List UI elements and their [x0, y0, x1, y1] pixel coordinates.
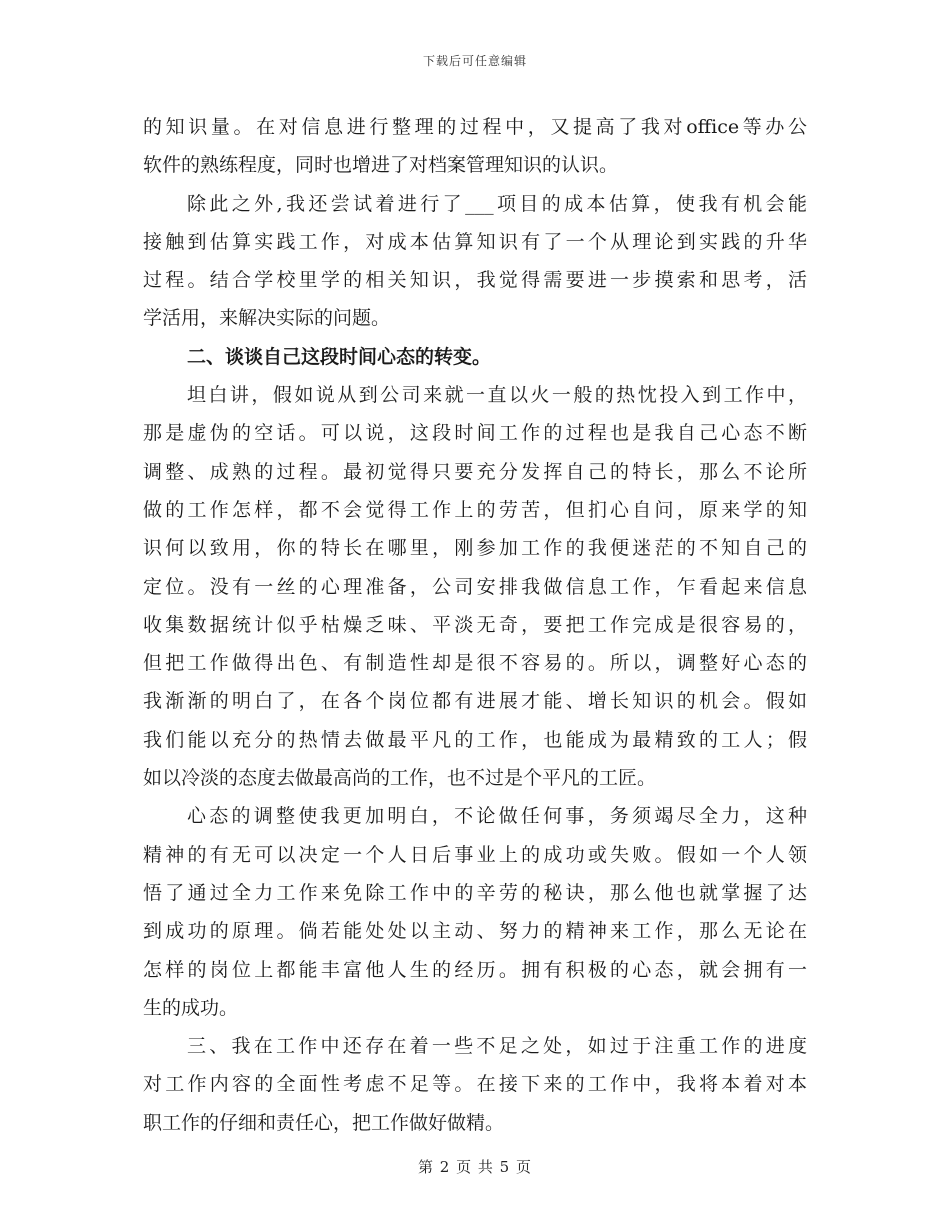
body-line: 到成功的原理。倘若能处处以主动、努力的精神来工作，那么无论在 — [143, 920, 807, 943]
body-line: 我渐渐的明白了，在各个岗位都有进展才能、增长知识的机会。假如 — [143, 690, 807, 713]
body-line: 三、我在工作中还存在着一些不足之处，如过于注重工作的进度 — [187, 1035, 807, 1058]
body-line: 但把工作做得出色、有制造性却是很不容易的。所以，调整好心态的 — [143, 652, 807, 675]
body-line: 精神的有无可以决定一个人日后事业上的成功或失败。假如一个人领 — [143, 843, 807, 866]
body-line: 坦白讲，假如说从到公司来就一直以火一般的热忱投入到工作中， — [187, 384, 807, 407]
body-line: 职工作的仔细和责任心，把工作做好做精。 — [143, 1111, 505, 1134]
body-line: 学活用，来解决实际的问题。 — [143, 307, 391, 330]
body-line: 除此之外,我还尝试着进行了___项目的成本估算，使我有机会能 — [187, 192, 807, 215]
body-line: 我们能以充分的热情去做最平凡的工作，也能成为最精致的工人；假 — [143, 728, 807, 751]
document-body — [143, 108, 807, 1142]
body-line: 的知识量。在对信息进行整理的过程中，又提高了我对office等办公 — [143, 116, 807, 138]
body-line: 怎样的岗位上都能丰富他人生的经历。拥有积极的心态，就会拥有一 — [143, 958, 807, 981]
body-line: 识何以致用，你的特长在哪里，刚参加工作的我便迷茫的不知自己的 — [143, 537, 807, 560]
page-header-note: 下载后可任意编辑 — [422, 54, 527, 68]
body-line: 过程。结合学校里学的相关知识，我觉得需要进一步摸索和思考，活 — [143, 269, 807, 292]
section-heading: 二、谈谈自己这段时间心态的转变。 — [187, 345, 492, 368]
body-line: 如以冷淡的态度去做最高尚的工作，也不过是个平凡的工匠。 — [143, 767, 657, 790]
body-line: 那是虚伪的空话。可以说，这段时间工作的过程也是我自己心态不断 — [143, 422, 807, 445]
body-line: 对工作内容的全面性考虑不足等。在接下来的工作中，我将本着对本 — [143, 1073, 807, 1096]
body-line: 定位。没有一丝的心理准备，公司安排我做信息工作，乍看起来信息 — [143, 575, 807, 598]
body-line: 收集数据统计似乎枯燥乏味、平淡无奇，要把工作完成是很容易的， — [143, 613, 807, 636]
body-line: 悟了通过全力工作来免除工作中的辛劳的秘诀，那么他也就掌握了达 — [143, 881, 807, 904]
body-line: 心态的调整使我更加明白，不论做任何事，务须竭尽全力，这种 — [187, 805, 807, 828]
page-number-footer: 第 2 页 共 5 页 — [418, 1158, 532, 1176]
body-line: 生的成功。 — [143, 996, 239, 1019]
body-line: 软件的熟练程度，同时也增进了对档案管理知识的认识。 — [143, 154, 619, 177]
body-line: 做的工作怎样，都不会觉得工作上的劳苦，但扪心自问，原来学的知 — [143, 498, 807, 521]
body-line: 调整、成熟的过程。最初觉得只要充分发挥自己的特长，那么不论所 — [143, 460, 807, 483]
body-line: 接触到估算实践工作，对成本估算知识有了一个从理论到实践的升华 — [143, 230, 807, 253]
